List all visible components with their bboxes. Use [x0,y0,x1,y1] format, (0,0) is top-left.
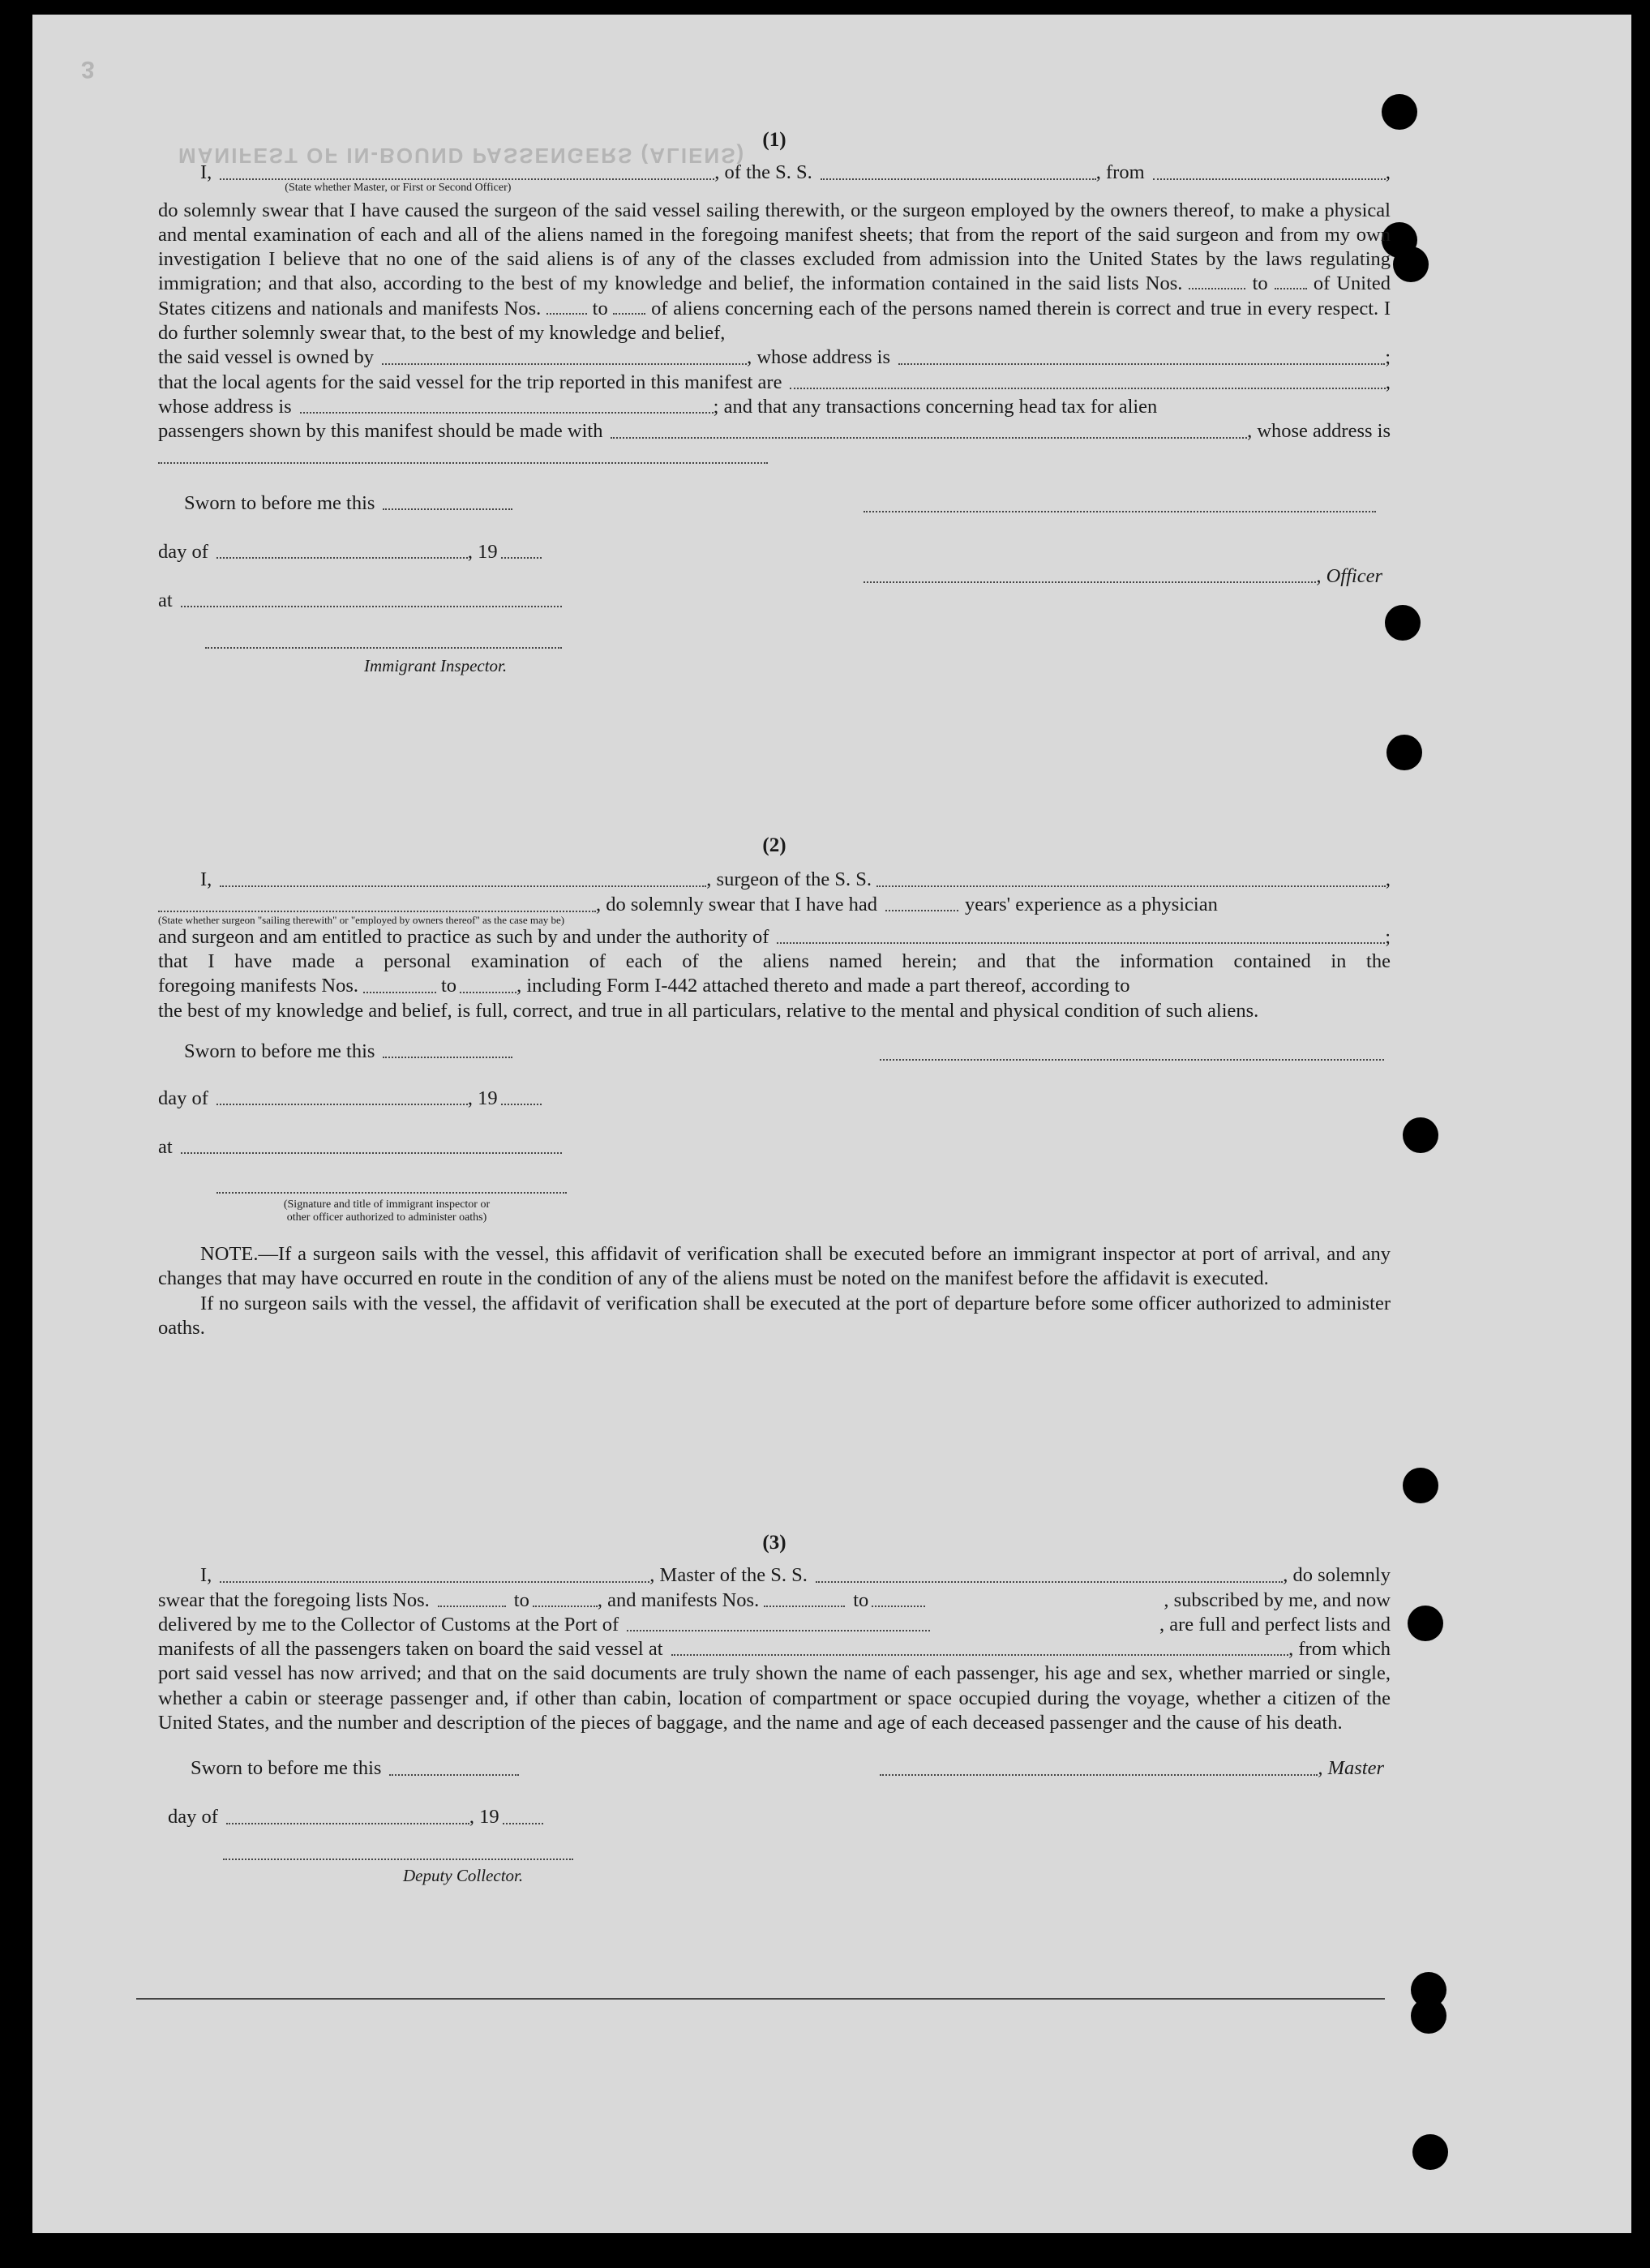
master-label: , Master [1318,1757,1384,1780]
punch-hole [1411,1998,1446,2034]
day-field[interactable] [216,557,468,559]
section-3 [158,1531,1391,1919]
owner-field[interactable] [382,363,747,365]
practice-label: and surgeon and am entitled to practice as such by and under the authority of [158,925,769,948]
bleed-through-header: MANIFEST OF IN-BOUND PASSENGERS (ALIENS) [178,144,746,168]
from-which-label: , from which [1288,1638,1391,1661]
do-solemnly-label: , do solemnly [1283,1564,1391,1587]
lists-to-field[interactable] [533,1606,598,1607]
vessel-name-field[interactable] [876,885,1386,887]
section-2: (2) I, , surgeon of the S. S. , (State whether surgeon "sailing therewith" or "employed by owners thereof" as the case may be) , do solemnly swear that I have had years' experience as a physician and surgeon and am entitled to practice as such by and under the authority of ; that I have made a personal examination of each of the aliens named herein; and that the information contained in the foregoing manifests Nos. to , including Form I-442 attached thereto and made a part thereof, according to the best of my knowledge and belief, is full, correct, and true in all particulars, relative to the mental and physical condition of such aliens. Sworn to before me this day of , 19 at (Signature and title of immigrant inspector or other officer authorized to administer oaths) NOTE.—If a surgeon sails with the vessel, this affidavit of verification shall be executed before an immigrant inspector at port of arrival, and any changes that may have occurred en route in the condition of any of the aliens must be noted on the manifest before the affidavit is executed. If no surgeon sails with the vessel, the affidavit of verification shall be executed at the port of departure before some officer authorized to administer oaths. [158,834,1391,1340]
vessel-name-field[interactable] [816,1581,1283,1583]
officer-rank-field[interactable] [220,178,714,180]
i-label: I, [200,161,212,184]
sworn-label: Sworn to before me this [184,491,375,514]
deputy-signature-field[interactable] [223,1859,573,1860]
agents-address-field[interactable] [300,412,714,414]
vessel-name-field[interactable] [821,178,1096,180]
manifests-from-field[interactable] [764,1606,845,1607]
manifests-all-label: manifests of all the passengers taken on board the said vessel at [158,1638,663,1661]
swear-label: , do solemnly swear that I have had [596,893,877,915]
surgeon-signature-field[interactable] [880,1059,1384,1061]
sworn-date-field[interactable] [389,1774,519,1776]
oath-text-2a: of United States citizens and nationals and manifests Nos. [158,272,1391,319]
master-signature-field[interactable] [880,1774,1318,1776]
manifests-from-field[interactable] [546,313,587,315]
from-port-field[interactable] [1153,178,1386,180]
to-label: to [513,1588,529,1611]
deputy-caption: Deputy Collector. [403,1866,524,1886]
to-label: to [853,1588,869,1611]
year-label: , 19 [467,1087,498,1110]
day-of-label: day of [158,1087,208,1110]
head-tax-address-field[interactable] [158,462,768,464]
note-text-2: If no surgeon sails with the vessel, the affidavit of verification shall be executed at the port of departure before some officer authorized to administer oaths. [158,1292,1391,1339]
port-field[interactable] [627,1630,930,1631]
punch-hole [1382,94,1417,130]
years-field[interactable] [885,910,958,911]
declaration-text: port said vessel has now arrived; and that on the said documents are truly shown the name of each passenger, his age and sex, whether married or single, whether a cabin or steerage passenger and, if other than cabin, location of compartment or space occupied during the voyage, whether a citizen of the United States, and the number and description of the pieces of baggage, and the name and age of each deceased passenger and the cause of his death. [158,1662,1391,1734]
passengers-label: passengers shown by this manifest should be made with [158,420,603,443]
day-field[interactable] [226,1823,469,1824]
surgeon-status-field[interactable] [158,911,596,912]
place-field[interactable] [181,1152,562,1154]
officer-rank-hint: (State whether Master, or First or Second Officer) [285,182,512,195]
from-label: , from [1095,161,1145,184]
departure-port-field[interactable] [671,1654,1289,1656]
manifests-to-field[interactable] [613,313,645,315]
subscribed-label: , subscribed by me, and now [1164,1588,1391,1611]
manifests-label: , and manifests Nos. [597,1588,760,1611]
day-of-label: day of [168,1806,218,1829]
whose-address-label: , whose address is [747,346,890,369]
punch-hole [1386,735,1422,770]
punch-hole [1412,2134,1448,2170]
signature-hint-line-2: other officer authorized to administer oaths) [286,1211,487,1224]
year-label: , 19 [469,1806,499,1829]
owner-address-field[interactable] [898,363,1385,365]
manifests-to-field[interactable] [872,1606,925,1607]
to-label: to [441,975,457,997]
inspector-signature-field[interactable] [216,1192,567,1194]
years-label: years' experience as a physician [964,893,1218,915]
belief-text: the best of my knowledge and belief, is full, correct, and true in all particulars, relative to the mental and physical condition of such aliens. [158,999,1259,1022]
swear-lists-label: swear that the foregoing lists Nos. [158,1588,430,1611]
full-perfect-label: , are full and perfect lists and [1159,1613,1391,1636]
lists-to-field[interactable] [1275,288,1307,289]
local-agents-label: that the local agents for the said vessel for the trip reported in this manifest are [158,371,782,393]
head-tax-text: ; and that any transactions concerning head tax for alien [713,395,1158,418]
section-1: (1) I, (State whether Master, or First or Second Officer) , of the S. S. , from , do solemnly swear that I have caused the surgeon of the said vessel sailing therewith, or the surgeon employed by the owners thereof, to make a physical and mental examination of each and all of the aliens named in the foregoing manifest sheets; that from the report of the said surgeon and from my own investigation I believe that no one of the said aliens is of any of the classes excluded from admission into the United States by the laws regulating immigration; and that also, according to the best of my knowledge and belief, the information contained in the said lists Nos. to of United States citizens and nationals and manifests Nos. to of aliens concerning each of the persons named therein is correct and true in every respect. I do further solemnly swear that, to the best of my knowledge and belief, the said vessel is owned by , whose address is ; that the local agents for the said vessel for the trip reported in this manifest are , whose address is ; and that any transactions concerning head tax for alien passengers shown by this manifest should be made with , whose address is Sworn to before me this day of , 19 , Officer at Immigrant Inspector. [158,128,1391,694]
master-of-label: , Master of the S. S. [649,1564,808,1587]
bottom-rule [136,1998,1385,2000]
i-label: I, [200,1564,212,1587]
signature-hint-line-1: (Signature and title of immigrant inspector or [283,1198,491,1211]
delivered-label: delivered by me to the Collector of Customs at the Port of [158,1613,619,1636]
to-label: to [592,297,608,319]
surgeon-of-label: , surgeon of the S. S. [706,868,872,891]
year-field[interactable] [503,1823,543,1824]
punch-hole [1403,1468,1438,1503]
oath-text-1: do solemnly swear that I have caused the surgeon of the said vessel sailing therewith, or the surgeon employed by the owners thereof, to make a physical and mental examination of each and all of the aliens named in the foregoing manifest sheets; that from the report of the said surgeon and from my own investigation I believe that no one of the said aliens is of any of the classes excluded from admission into the United States by the laws regulating immigration; and that also, according to the best of my knowledge and belief, the information contained in the said lists Nos. [158,199,1391,295]
local-agents-field[interactable] [790,388,1385,389]
punch-hole [1408,1606,1443,1641]
manifests-from-field[interactable] [363,992,436,993]
signature-field[interactable] [864,511,1376,512]
including-label: , including Form I-442 attached thereto and made a part thereof, according to [516,975,1130,997]
punch-hole [1403,1117,1438,1153]
bleed-through-number: 3 [81,56,96,83]
at-label: at [158,1136,173,1159]
master-name-field[interactable] [220,1581,649,1583]
place-field[interactable] [181,606,562,607]
section-3-number: (3) [762,1532,786,1554]
surgeon-name-field[interactable] [220,885,706,887]
signature-hint [233,1198,541,1224]
agents-address-label: whose address is [158,395,292,418]
i-label: I, [200,868,212,891]
day-field[interactable] [216,1104,468,1105]
day-of-label: day of [158,540,208,563]
manifests-to-field[interactable] [460,992,516,993]
note-text: NOTE.—If a surgeon sails with the vessel, this affidavit of verification shall be executed before an immigrant inspector at port of arrival, and any changes that may have occurred en route in the condition of any of the aliens must be noted on the manifest before the affidavit is executed. [158,1243,1391,1290]
head-tax-party-field[interactable] [611,437,1247,439]
officer-label: , Officer [1316,564,1382,587]
inspector-caption: Immigrant Inspector. [364,655,508,675]
year-label: , 19 [467,540,498,563]
authority-field[interactable] [777,942,1385,944]
examination-text: that I have made a personal examination of each of the aliens named herein; and that the information contained in the [158,950,1391,973]
surgeon-status-hint: (State whether surgeon "sailing therewith" or "employed by owners thereof" as the case may be) [158,913,565,926]
sworn-date-field[interactable] [383,508,512,510]
section-2-number: (2) [762,834,786,856]
whose-address-end-label: , whose address is [1247,420,1391,443]
inspector-signature-field[interactable] [205,647,562,649]
form-sheet [32,15,1631,2233]
at-label: at [158,589,173,611]
oath-text-2b: of aliens concerning each of the persons named therein is correct and true in every respect. I do further solemnly swear that, to the best of my knowledge and belief, [158,297,1391,345]
officer-signature-field[interactable] [864,581,1316,583]
punch-hole [1393,247,1429,282]
year-field[interactable] [501,1104,542,1105]
to-label: to [1252,272,1268,295]
sworn-date-field[interactable] [383,1057,512,1058]
sworn-label: Sworn to before me this [184,1040,375,1063]
foregoing-label: foregoing manifests Nos. [158,975,358,997]
owned-by-label: the said vessel is owned by [158,346,375,369]
lists-from-field[interactable] [438,1606,506,1607]
sworn-label: Sworn to before me this [191,1757,382,1780]
of-ss-label: , of the S. S. [714,161,812,184]
lists-from-field[interactable] [1189,288,1245,289]
year-field[interactable] [501,557,542,559]
section-1-number: (1) [762,129,786,151]
semicolon: ; [1385,346,1391,369]
